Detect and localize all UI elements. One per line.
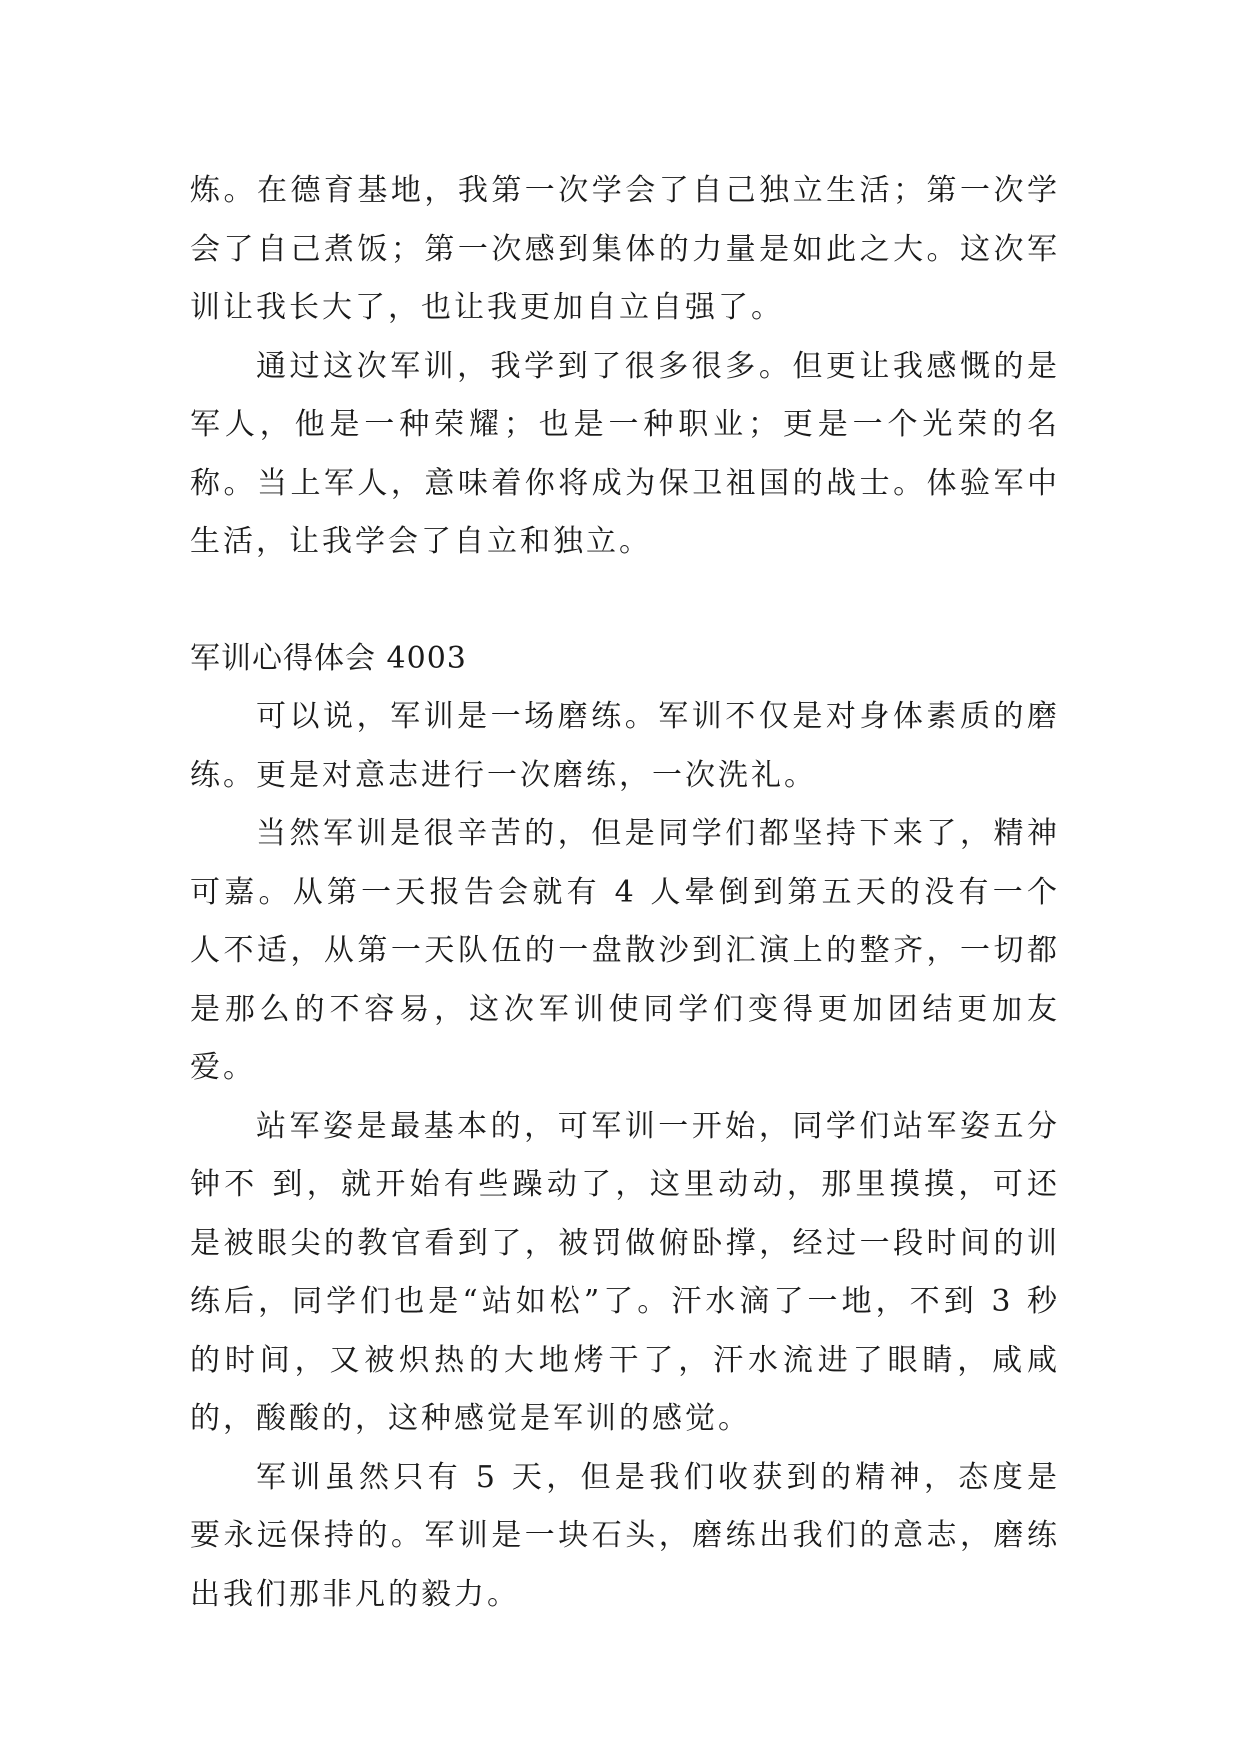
paragraph-continued: 炼。在德育基地，我第一次学会了自己独立生活；第一次学会了自己煮饭；第一次感到集体的力量是如此之大。这次军训让我长大了，也让我更加自立自强了。 xyxy=(190,173,1060,325)
paragraph-intro: 可以说，军训是一场磨练。军训不仅是对身体素质的磨练。更是对意志进行一次磨练，一次洗礼。 xyxy=(190,699,1060,793)
paragraph-hardship: 当然军训是很辛苦的，但是同学们都坚持下来了，精神可嘉。从第一天报告会就有 4 人晕倒到第五天的没有一个人不适，从第一天队伍的一盘散沙到汇演上的整齐，一切都是那么的不容易，这次军训使同学们变得更加团结更加友爱。 xyxy=(190,816,1060,1085)
section-title: 军训心得体会 4003 xyxy=(190,640,467,676)
document-body xyxy=(190,162,1060,1624)
paragraph-conclusion: 军训虽然只有 5 天，但是我们收获到的精神，态度是要永远保持的。军训是一块石头，磨练出我们的意志，磨练出我们那非凡的毅力。 xyxy=(190,1459,1060,1612)
paragraph-standing-posture: 站军姿是最基本的，可军训一开始，同学们站军姿五分钟不 到，就开始有些躁动了，这里动动，那里摸摸，可还是被眼尖的教官看到了，被罚做俯卧撑，经过一段时间的训练后，同学们也是“站如松”了。汗水滴了一地，不到 3 秒的时间，又被炽热的大地烤干了，汗水流进了眼睛，咸咸的，酸酸的，这种感觉是军训的感觉。 xyxy=(190,1108,1060,1436)
paragraph-military-reflection: 通过这次军训，我学到了很多很多。但更让我感慨的是军人，他是一种荣耀；也是一种职业；更是一个光荣的名称。当上军人，意味着你将成为保卫祖国的战士。体验军中生活，让我学会了自立和独立。 xyxy=(190,348,1060,559)
